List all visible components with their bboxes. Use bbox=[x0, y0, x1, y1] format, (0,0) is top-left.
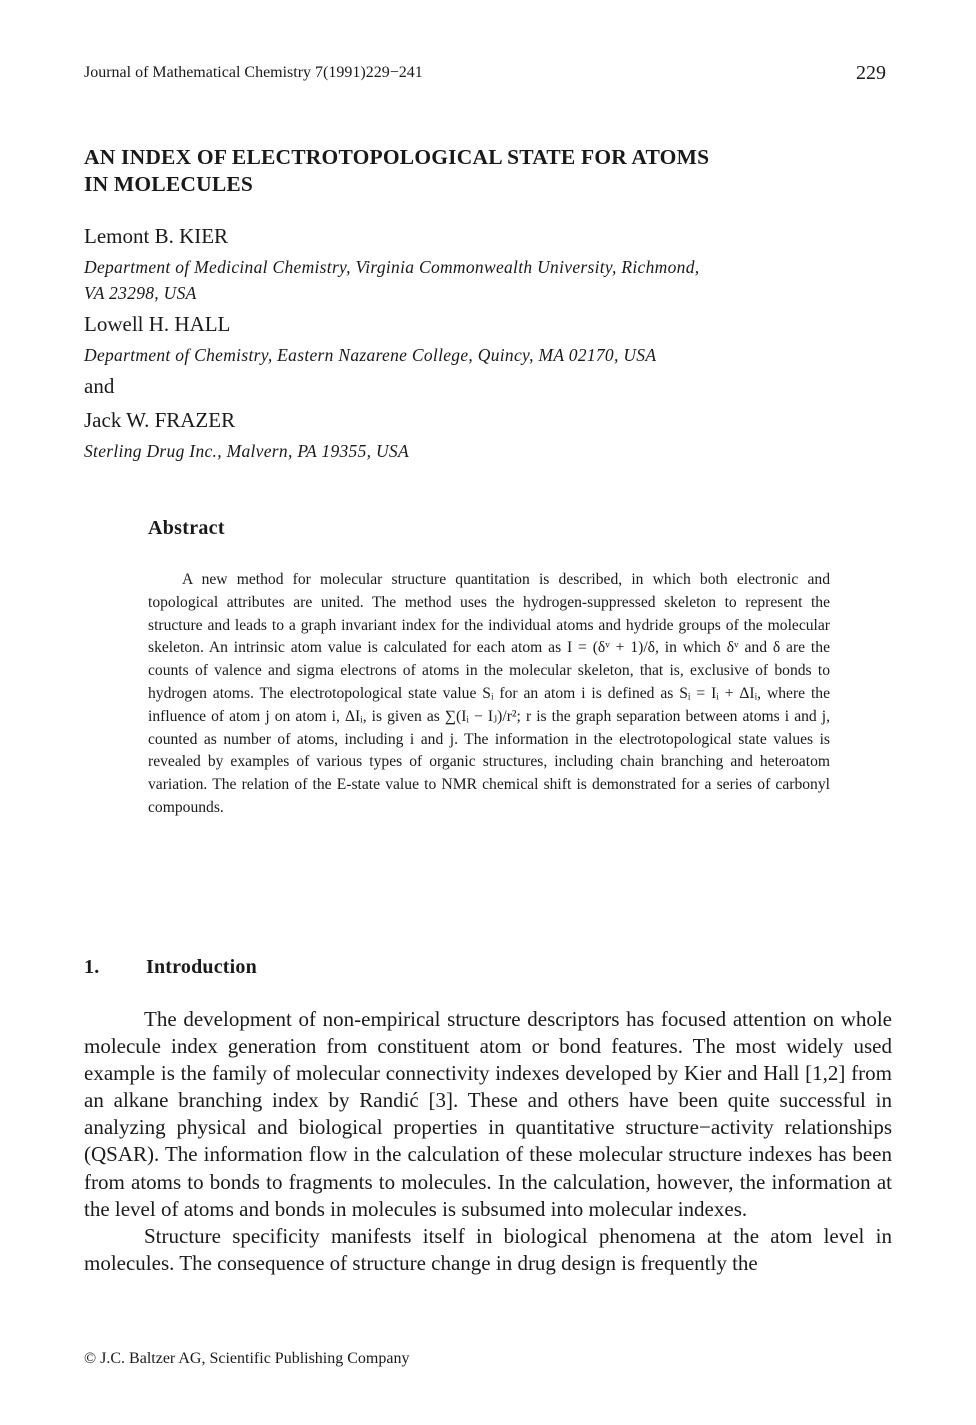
affiliation-1-line-2: VA 23298, USA bbox=[84, 283, 197, 303]
page-number: 229 bbox=[856, 62, 886, 84]
affiliation-1-line-1: Department of Medicinal Chemistry, Virginia Commonwealth University, Richmond, bbox=[84, 257, 700, 277]
author-affiliation-3: Sterling Drug Inc., Malvern, PA 19355, USA bbox=[84, 441, 409, 461]
title-line-1: AN INDEX OF ELECTROTOPOLOGICAL STATE FOR ATOMS bbox=[84, 145, 710, 169]
intro-paragraph-1: The development of non-empirical structure descriptors has focused attention on whole molecule index generation from constituent atom or bond features. The most widely used example is the family of molecular connectivity indexes developed by Kier and Hall [1,2] from an alkane branching index by Randić [3]. These and others have been quite successful in analyzing physical and biological properties in quantitative structure−activity relationships (QSAR). The information flow in the calculation of these molecular structure indexes has been from atoms to bonds to fragments to molecules. In the calculation, however, the information at the level of atoms and bonds in molecules is subsumed into molecular indexes. bbox=[84, 1007, 892, 1221]
copyright-footer: © J.C. Baltzer AG, Scientific Publishing Company bbox=[84, 1350, 410, 1367]
author-name-3: Jack W. FRAZER bbox=[84, 408, 236, 432]
section-title: Introduction bbox=[146, 956, 257, 978]
introduction-body bbox=[84, 1006, 892, 1277]
author-affiliation-1 bbox=[84, 254, 864, 306]
author-affiliation-2: Department of Chemistry, Eastern Nazarene College, Quincy, MA 02170, USA bbox=[84, 345, 657, 365]
abstract-text: A new method for molecular structure quantitation is described, in which both electronic and topological attributes are united. The method uses the hydrogen-suppressed skeleton to represent the structure and leads to a graph invariant index for the individual atoms and hydride groups of the molecular skeleton. An intrinsic atom value is calculated for each atom as I = (δᵛ + 1)/δ, in which δᵛ and δ are the counts of valence and sigma electrons of atoms in the molecular skeleton, that is, exclusive of bonds to hydrogen atoms. The electrotopological state value Sᵢ for an atom i is defined as Sᵢ = Iᵢ + ΔIᵢ, where the influence of atom j on atom i, ΔIᵢ, is given as ∑(Iᵢ − Iⱼ)/r²; r is the graph separation between atoms i and j, counted as number of atoms, including i and j. The information in the electrotopological state values is revealed by examples of various types of organic structures, including chain branching and heteroatom variation. The relation of the E-state value to NMR chemical shift is demonstrated for a series of carbonyl compounds. bbox=[148, 571, 830, 816]
article-title bbox=[84, 144, 844, 198]
author-conjunction: and bbox=[84, 374, 115, 398]
author-name-1: Lemont B. KIER bbox=[84, 224, 229, 248]
section-heading-introduction bbox=[84, 956, 257, 979]
title-line-2: IN MOLECULES bbox=[84, 172, 254, 196]
running-head: Journal of Mathematical Chemistry 7(1991)229−241 bbox=[84, 64, 423, 81]
abstract-heading: Abstract bbox=[148, 517, 225, 539]
section-number: 1. bbox=[84, 956, 100, 978]
author-name-2: Lowell H. HALL bbox=[84, 312, 231, 336]
intro-paragraph-2: Structure specificity manifests itself in biological phenomena at the atom level in molecules. The consequence of structure change in drug design is frequently the bbox=[84, 1223, 892, 1275]
